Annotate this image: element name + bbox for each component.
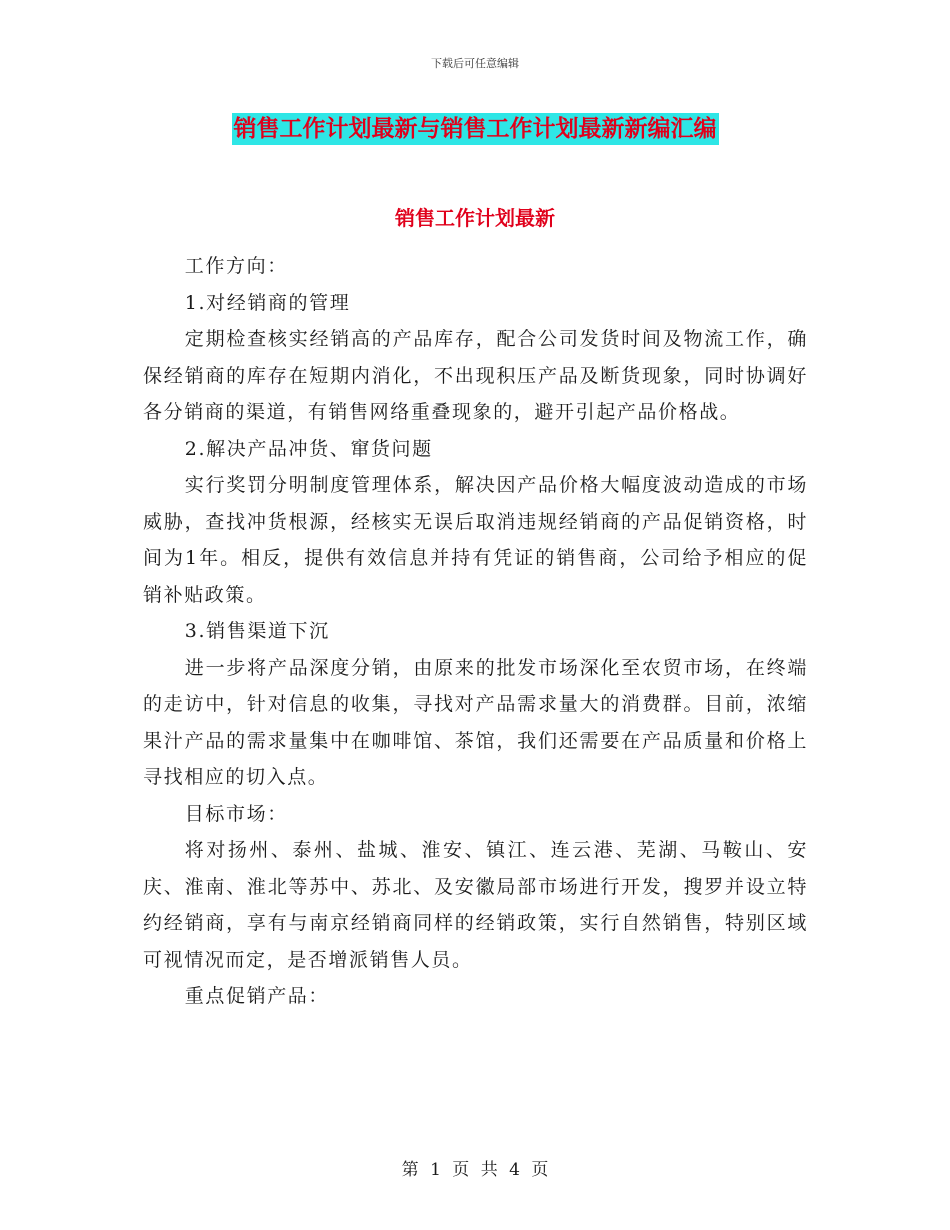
- page-header-note: 下载后可任意编辑: [431, 57, 519, 70]
- paragraph-target-market-heading: 目标市场：: [184, 802, 288, 825]
- document-body: [143, 248, 808, 1015]
- paragraph-work-direction: 工作方向：: [184, 255, 288, 277]
- paragraph-heading-cross-selling: 2.解决产品冲货、窜货问题: [184, 437, 433, 460]
- paragraph-cross-selling: 实行奖罚分明制度管理体系，解决因产品价格大幅度波动造成的市场威胁，查找冲货根源，经核实无误后取消违规经销商的产品促销资格，时间为1年。相反，提供有效信息并持有凭证的销售商，公司给予相应的促销补贴政策。: [143, 474, 808, 606]
- paragraph-target-market: 将对扬州、泰州、盐城、淮安、镇江、连云港、芜湖、马鞍山、安庆、淮南、淮北等苏中、苏北、及安徽局部市场进行开发，搜罗并设立特约经销商，享有与南京经销商同样的经销政策，实行自然销售，特别区域可视情况而定，是否增派销售人员。: [143, 839, 808, 971]
- paragraph-heading-channel: 3.销售渠道下沉: [184, 620, 330, 642]
- paragraph-dealer-management: 定期检查核实经销高的产品库存，配合公司发货时间及物流工作，确保经销商的库存在短期内消化，不出现积压产品及断货现象，同时协调好各分销商的渠道，有销售网络重叠现象的，避开引起产品价格战。: [143, 328, 808, 423]
- paragraph-heading-dealer-management: 1.对经销商的管理: [184, 291, 351, 314]
- paragraph-channel: 进一步将产品深度分销，由原来的批发市场深化至农贸市场，在终端的走访中，针对信息的收集，寻找对产品需求量大的消费群。目前，浓缩果汁产品的需求量集中在咖啡馆、茶馆，我们还需要在产品质量和价格上寻找相应的切入点。: [143, 656, 808, 788]
- page-footer: 第 1 页 共 4 页: [401, 1160, 549, 1180]
- section-title: 销售工作计划最新: [395, 206, 555, 230]
- document-title-container: [0, 113, 950, 145]
- paragraph-key-products-heading: 重点促销产品：: [184, 985, 329, 1007]
- document-title: 销售工作计划最新与销售工作计划最新新编汇编: [232, 113, 719, 145]
